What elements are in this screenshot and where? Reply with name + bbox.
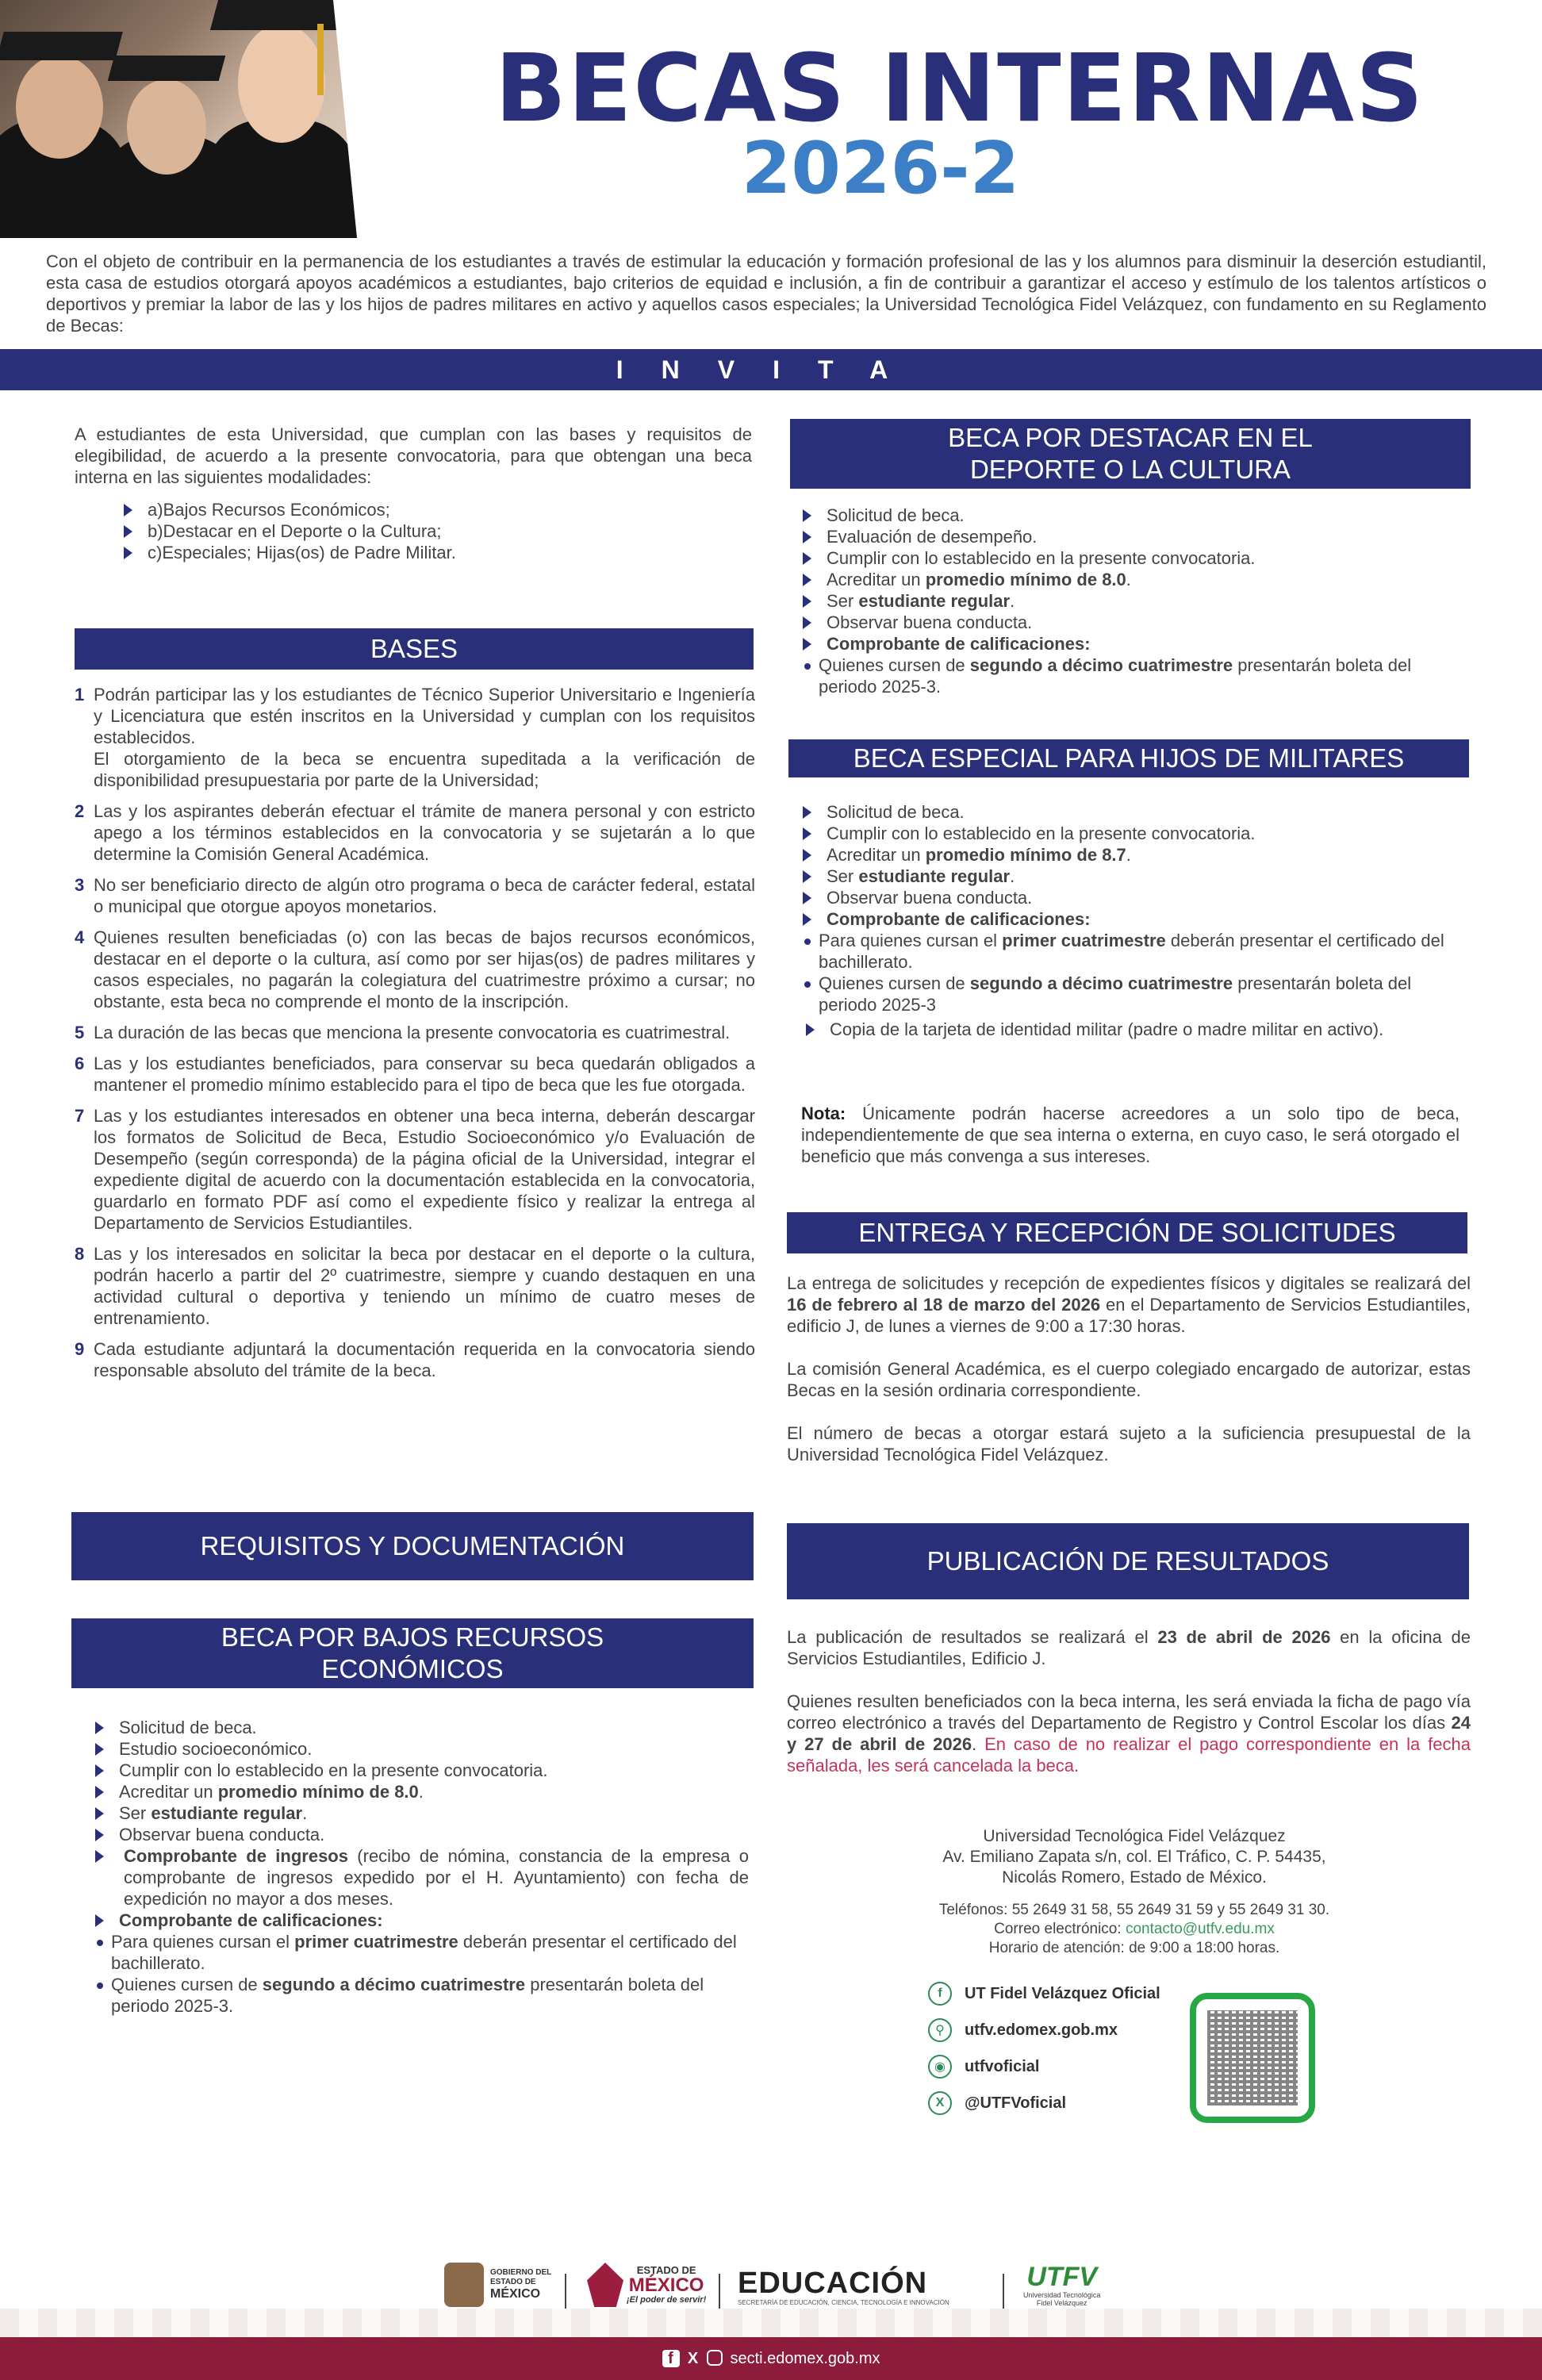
publicacion-heading-label: PUBLICACIÓN DE RESULTADOS <box>926 1546 1329 1576</box>
list-item: Quienes cursen de segundo a décimo cuatrimestre presentarán boleta del periodo 2025-3 <box>790 973 1469 1015</box>
bases-heading <box>75 628 754 670</box>
entrega-section <box>787 1273 1471 1465</box>
email-line: Correo electrónico: contacto@utfv.edu.mx <box>994 1921 1275 1937</box>
page-subtitle-year: 2026-2 <box>741 127 1020 210</box>
list-item: Solicitud de beca. <box>90 1717 749 1738</box>
list-item: Comprobante de calificaciones: <box>798 633 1469 654</box>
entrega-heading <box>787 1212 1467 1253</box>
bajos-heading-label: BECA POR BAJOS RECURSOS ECONÓMICOS <box>221 1622 604 1683</box>
footer-site-link[interactable]: secti.edomex.gob.mx <box>730 2349 880 2367</box>
list-item: Cumplir con lo establecido en la presente convocatoria. <box>90 1760 749 1781</box>
instagram-link[interactable]: ◉ utfvoficial <box>928 2048 1160 2085</box>
militares-calificaciones-list <box>790 930 1469 1015</box>
bases-list <box>75 684 755 1381</box>
militares-list <box>798 801 1469 930</box>
list-item: Observar buena conducta. <box>90 1824 749 1845</box>
university-name: Universidad Tecnológica Fidel Velázquez <box>983 1827 1286 1845</box>
list-item: Ser estudiante regular. <box>90 1802 749 1824</box>
list-item: 1 Podrán participar las y los estudiantes de Técnico Superior Universitario e Ingeniería y Licenciatura que estén inscritos en la Universidad y cumplan con los requisitos establecidos. El otorgamiento de la beca se encuentra supeditada a la verificación de disponibilidad presupuestaria por parte de la Universidad; <box>75 685 755 790</box>
address-line-1: Av. Emiliano Zapata s/n, col. El Tráfico, C. P. 54435, <box>942 1848 1326 1866</box>
office-hours: Horario de atención: de 9:00 a 18:00 horas. <box>988 1940 1280 1956</box>
publicacion-heading <box>787 1523 1469 1599</box>
bases-heading-label: BASES <box>370 634 458 663</box>
list-item: Comprobante de calificaciones: <box>90 1910 749 1931</box>
deporte-cultura-heading <box>790 419 1471 489</box>
list-item: 7 Las y los estudiantes interesados en obtener una beca interna, deberán descargar los formatos de Solicitud de Beca, Estudio Socioeconómico y/o Evaluación de Desempeño (según corresponda) de la página oficial de la Universidad, integrar el expediente digital de acuerdo con la documentación establecida en la convocatoria, guardarlo en formato PDF así como el expediente físico y realizar la entrega al Departamento de Servicios Estudiantiles. <box>75 1106 755 1233</box>
footer-band <box>0 2337 1542 2380</box>
invita-banner <box>0 349 1542 390</box>
footer-pattern <box>0 2309 1542 2337</box>
requisitos-heading <box>71 1512 754 1580</box>
list-item: c)Especiales; Hijas(os) de Padre Militar. <box>119 542 752 563</box>
list-item: Solicitud de beca. <box>798 505 1469 526</box>
graduates-photo <box>0 0 357 238</box>
militares-list-section <box>798 801 1469 1040</box>
invita-section <box>75 424 752 563</box>
list-item: 3 No ser beneficiario directo de algún otro programa o beca de carácter federal, estatal o municipal que otorgue apoyos monetarios. <box>75 875 755 916</box>
bajos-recursos-heading <box>71 1618 754 1688</box>
list-item: Copia de la tarjeta de identidad militar (padre o madre militar en activo). <box>801 1019 1469 1040</box>
bajos-recursos-list <box>90 1717 749 1931</box>
list-item: Cumplir con lo establecido en la presente convocatoria. <box>798 547 1469 569</box>
list-item: Acreditar un promedio mínimo de 8.0. <box>90 1781 749 1802</box>
list-item: 9 Cada estudiante adjuntará la documentación requerida en la convocatoria siendo responsable absoluto del trámite de la beca. <box>75 1339 755 1380</box>
invita-label: INVITA <box>616 355 926 384</box>
edomex-emblem-icon <box>587 2263 623 2307</box>
utfv-logo: UTFV Universidad Tecnológica Fidel Velázquez <box>1023 2262 1101 2307</box>
nota-paragraph: Nota: Únicamente podrán hacerse acreedores a un solo tipo de beca, independientemente de que sea interna o externa, en cuyo caso, le será otorgado el beneficio que más convenga a sus intereses. <box>801 1104 1460 1166</box>
x-icon: X <box>928 2091 952 2115</box>
instagram-icon: ◉ <box>928 2055 952 2079</box>
list-item: Solicitud de beca. <box>798 801 1469 823</box>
web-link[interactable]: ⚲ utfv.edomex.gob.mx <box>928 2012 1160 2048</box>
publicacion-paragraph-1: La publicación de resultados se realizará el 23 de abril de 2026 en la oficina de Servicios Estudiantiles, Edificio J. <box>787 1627 1471 1668</box>
educacion-logo: EDUCACIÓN SECRETARÍA DE EDUCACIÓN, CIENCIA, TECNOLOGÍA E INNOVACIÓN <box>738 2267 949 2306</box>
x-link[interactable]: X @UTFVoficial <box>928 2085 1160 2121</box>
contact-block <box>857 1826 1412 1958</box>
deporte-heading-label: BECA POR DESTACAR EN EL DEPORTE O LA CULTURA <box>948 423 1313 484</box>
x-icon[interactable]: X <box>687 2350 699 2367</box>
publicacion-paragraph-2: Quienes resulten beneficiados con la beca interna, les será enviada la ficha de pago vía correo electrónico a través del Departamento de Registro y Control Escolar los días 24 y 27 de abril de 2026. En caso de no realizar el pago correspondiente en la fecha señalada, les será cancelada la beca. <box>787 1691 1471 1775</box>
deporte-cultura-list <box>798 505 1469 654</box>
address-line-2: Nicolás Romero, Estado de México. <box>1002 1868 1267 1887</box>
deporte-calificaciones-list <box>790 654 1469 697</box>
militares-heading-label: BECA ESPECIAL PARA HIJOS DE MILITARES <box>853 743 1405 773</box>
deporte-cultura-list-section <box>798 505 1469 697</box>
entrega-paragraph-3: El número de becas a otorgar estará sujeto a la suficiencia presupuestal de la Universidad Tecnológica Fidel Velázquez. <box>787 1423 1471 1464</box>
social-links <box>928 1975 1160 2121</box>
list-item: Comprobante de calificaciones: <box>798 908 1469 930</box>
militares-heading <box>788 739 1469 777</box>
bases-list-section <box>75 684 755 1391</box>
list-item: Quienes cursen de segundo a décimo cuatrimestre presentarán boleta del periodo 2025-3. <box>82 1974 749 2017</box>
instagram-icon[interactable] <box>707 2350 723 2366</box>
list-item: Ser estudiante regular. <box>798 590 1469 612</box>
gobierno-logo: GOBIERNO DEL ESTADO DE MÉXICO <box>444 2263 551 2307</box>
list-item: 4 Quienes resulten beneficiadas (o) con las becas de bajos recursos económicos, destacar en el deporte o la cultura, así como por ser hijas(os) de padres militares y casos especiales, no pagarán la colegiatura del cuatrimestre próximo a cursar; no obstante, esta beca no comprende el monto de la inscripción. <box>75 927 755 1012</box>
requisitos-heading-label: REQUISITOS Y DOCUMENTACIÓN <box>200 1531 625 1560</box>
web-icon: ⚲ <box>928 2018 952 2042</box>
entrega-paragraph-2: La comisión General Académica, es el cuerpo colegiado encargado de autorizar, estas Becas en la sesión ordinaria correspondiente. <box>787 1359 1471 1400</box>
facebook-icon[interactable]: f <box>662 2350 680 2367</box>
list-item: a)Bajos Recursos Económicos; <box>119 499 752 520</box>
militares-list-extra <box>801 1019 1469 1040</box>
entrega-heading-label: ENTREGA Y RECEPCIÓN DE SOLICITUDES <box>858 1218 1396 1247</box>
facebook-link[interactable]: f UT Fidel Velázquez Oficial <box>928 1975 1160 2012</box>
intro-paragraph: Con el objeto de contribuir en la permanencia de los estudiantes a través de estimular la educación y formación profesional de las y los alumnos para disminuir la deserción estudiantil, esta casa de estudios otorgará apoyos académicos a estudiantes, bajo criterios de equidad e inclusión, a fin de contribuir a garantizar el acceso y estímulo de los talentos artísticos o deportivos y premiar la labor de las y los hijos de padres militares en activo y aquellos casos especiales; la Universidad Tecnológica Fidel Velázquez, con fundamento en su Reglamento de Becas: <box>46 251 1486 336</box>
qr-code <box>1190 1993 1315 2123</box>
email-link[interactable]: contacto@utfv.edu.mx <box>1125 1921 1275 1937</box>
publicacion-section <box>787 1626 1471 1776</box>
list-item: Acreditar un promedio mínimo de 8.7. <box>798 844 1469 866</box>
list-item: Estudio socioeconómico. <box>90 1738 749 1760</box>
list-item: Acreditar un promedio mínimo de 8.0. <box>798 569 1469 590</box>
facebook-icon: f <box>928 1982 952 2006</box>
list-item: 2 Las y los aspirantes deberán efectuar el trámite de manera personal y con estricto apego a los términos establecidos en la convocatoria y se sujetarán a lo que determine la Comisión General Académica. <box>75 801 755 864</box>
list-item: Ser estudiante regular. <box>798 866 1469 887</box>
list-item: 8 Las y los interesados en solicitar la beca por destacar en el deporte o la cultura, podrán hacerlo a partir del 2º cuatrimestre, siempre y cuando destaquen en una actividad cultural o deportiva y teniendo un mínimo de cuatro meses de entrenamiento. <box>75 1244 755 1328</box>
list-item: Para quienes cursan el primer cuatrimestre deberán presentar el certificado del bachillerato. <box>790 930 1469 973</box>
list-item: 6 Las y los estudiantes beneficiados, para conservar su beca quedarán obligados a mantener el promedio mínimo establecido para el tipo de beca que les fue otorgada. <box>75 1054 755 1095</box>
list-item: Para quienes cursan el primer cuatrimestre deberán presentar el certificado del bachillerato. <box>82 1931 749 1974</box>
bajos-recursos-list-section <box>90 1717 749 2017</box>
list-item: b)Destacar en el Deporte o la Cultura; <box>119 520 752 542</box>
bajos-calificaciones-list <box>82 1931 749 2017</box>
gobierno-shield-icon <box>444 2263 484 2307</box>
page-title: BECAS INTERNAS <box>494 33 1425 143</box>
list-item: Quienes cursen de segundo a décimo cuatrimestre presentarán boleta del periodo 2025-3. <box>790 654 1469 697</box>
list-item: 5 La duración de las becas que menciona la presente convocatoria es cuatrimestral. <box>75 1023 731 1042</box>
list-item: Observar buena conducta. <box>798 887 1469 908</box>
invita-text: A estudiantes de esta Universidad, que cumplan con las bases y requisitos de elegibilidad, de acuerdo a la presente convocatoria, para que obtengan una beca interna en las siguientes modalidades: <box>75 424 752 487</box>
list-item: Cumplir con lo establecido en la presente convocatoria. <box>798 823 1469 844</box>
phones: Teléfonos: 55 2649 31 58, 55 2649 31 59 y 55 2649 31 30. <box>938 1902 1330 1918</box>
list-item: Evaluación de desempeño. <box>798 526 1469 547</box>
edomex-logo: ESTADO DE MÉXICO ¡El poder de servir! <box>587 2263 706 2307</box>
list-item: Observar buena conducta. <box>798 612 1469 633</box>
entrega-paragraph-1: La entrega de solicitudes y recepción de expedientes físicos y digitales se realizará del 16 de febrero al 18 de marzo del 2026 en el Departamento de Servicios Estudiantiles, edificio J, de lunes a viernes de 9:00 a 17:30 horas. <box>787 1273 1471 1336</box>
modalidades-list <box>119 499 752 563</box>
list-item: Comprobante de ingresos (recibo de nómina, constancia de la empresa o comprobante de ingresos expedido por el H. Ayuntamiento) con fecha de expedición no mayor a dos meses. <box>90 1845 749 1910</box>
